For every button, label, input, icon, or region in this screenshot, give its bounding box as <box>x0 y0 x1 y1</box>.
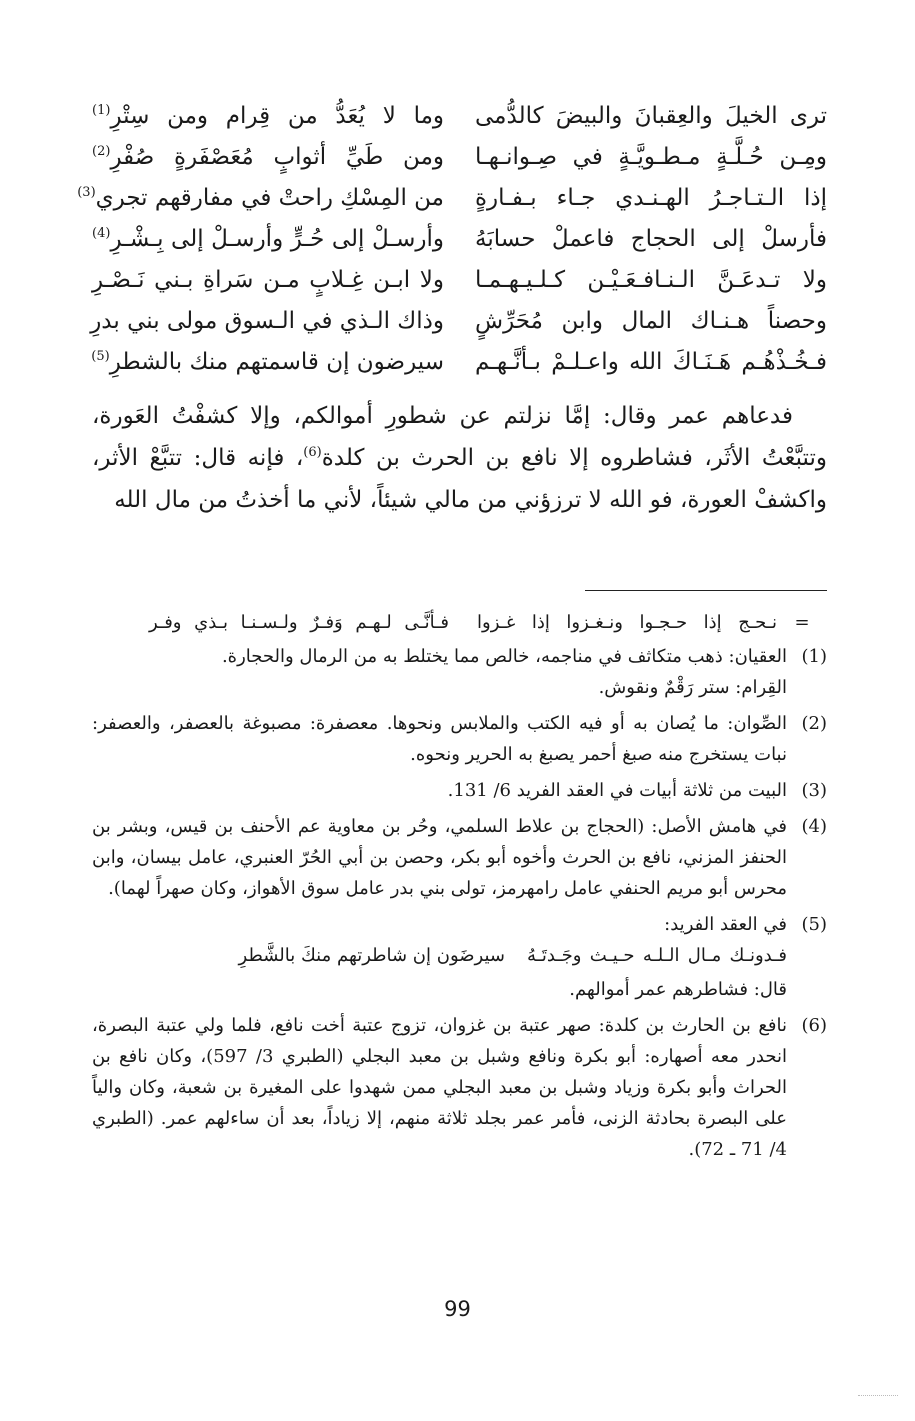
poem <box>77 96 827 383</box>
footnote-text: القِرام: ستر رَقْمٌ ونقوش. <box>598 677 787 698</box>
poem-verse <box>92 219 827 260</box>
footnote-verse-first-hemistich: فـدونـك مـال الـلـه حـيـث وجَـدتَـهُ <box>527 945 787 966</box>
body-paragraph <box>92 395 827 521</box>
continuation-first-hemistich: نـحـج إذا حـجـوا ونـغـزوا إذا غـزوا <box>477 612 777 633</box>
verse-first-hemistich: فـخُـذْهُـم هَـنَـاكَ الله واعـلـمْ بـأنَّـهـم <box>475 349 827 375</box>
footnote-number: (4) <box>801 816 827 837</box>
footnote-number: (2) <box>801 713 827 734</box>
verse-first-hemistich: وحصناً هـنـاك المال وابن مُحَرِّشٍ <box>475 308 827 334</box>
footnote-text: نافع بن الحارث بن كلدة: صهر عتبة بن غزوان، تزوج عتبة أخت نافع، فلما ولي عتبة البصرة، انحدر معه أصهاره: أبو بكرة ونافع وشبل بن معبد البجلي (الطبري 3/ 597)، وكان نافع بن الحراث وأبو بكرة وزياد وشبل بن معبد البجلي ممن شهدوا على المغيرة بن شعبة، وكان والياً على البصرة بحادثة الزنى، فأمر عمر بجلد ثلاثة منهم، إلا زياداً، بعد أن ساءلهم عمر. (الطبري 4/ 71 ـ 72). <box>92 1015 787 1160</box>
poem-verse <box>77 178 827 219</box>
poem-verse <box>92 301 827 342</box>
verse-second-hemistich: وأرسـلْ إلى حُـرٍّ وأرسـلْ إلى بِـشْـرِ$^{(4)}$ <box>92 226 444 252</box>
verse-second-hemistich: وما لا يُعَدُّ من قِرام ومن سِتْرِ$^{(1)}$ <box>92 103 444 129</box>
footnote-ref: (2) <box>92 144 111 159</box>
footnote-1 <box>92 641 827 703</box>
footnote-text: العقيان: ذهب متكاثف في مناجمه، خالص مما يختلط به من الرمال والحجارة. <box>221 646 787 667</box>
verse-second-hemistich: سيرضون إن قاسمتهم منك بالشطرِ$^{(5)}$ <box>91 349 444 375</box>
verse-first-hemistich: إذا الـتـاجـرُ الهـنـدي جـاء بـفـارةٍ <box>475 185 827 211</box>
continuation-mark: = <box>794 612 810 633</box>
verse-first-hemistich: ومِـن حُـلَّـةٍ مـطـويَّـةٍ في صِـوانـهـا <box>475 144 827 170</box>
verse-second-hemistich: وذاك الـذي في الـسوق مولى بني بدرِ <box>90 308 444 334</box>
footnote-ref: (5) <box>91 349 110 364</box>
footnote-text: الصِّوان: ما يُصان به أو فيه الكتب والملابس ونحوها. معصفرة: مصبوغة بالعصفر، والعصفر: نبات يستخرج منه صبغ أحمر يصبغ به الحرير ونحوه. <box>92 713 787 765</box>
verse-first-hemistich: ولا تـدعَـنَّ الـنـافـعَـيْـن كـلـيـهـمـا <box>475 267 827 293</box>
verse-second-hemistich: ولا ابـن غِـلابٍ مـن سَراةِ بـني نَـصْـرِ <box>92 267 444 293</box>
footnote-5 <box>92 909 827 1005</box>
footnote-2 <box>92 708 827 770</box>
footnote-verse-second-hemistich: سيرضَون إن شاطرتهم منكَ بالشَّطرِ <box>238 945 505 966</box>
footnote-text: في هامش الأصل: (الحجاج بن علاط السلمي، وحُر بن معاوية عم الأحنف بن قيس، وبشر بن الحنفز المزني، نافع بن الحرث وأخوه أبو بكر، وحصن بن أبي الحُرّ العنبري، عامل بيسان، وابن محرس أبو مريم الحنفي عامل رامهرمز، تولى بني بدر عامل سوق الأهواز، وكان صهراً لهما). <box>92 816 787 899</box>
verse-first-hemistich: ترى الخيلَ والعِقبانَ والبيضَ كالدُّمى <box>475 103 827 129</box>
page-number: 99 <box>444 1297 471 1321</box>
footnotes <box>92 607 827 1165</box>
footnote-3 <box>92 775 827 806</box>
footnote-verse <box>92 940 787 974</box>
poem-verse <box>92 260 827 301</box>
footnote-text: قال: فشاطرهم عمر أموالهم. <box>569 979 787 1000</box>
verse-second-hemistich: ومن طَيِّ أثوابٍ مُعَصْفَرةٍ صُفْرِ$^{(2)}$ <box>92 144 444 170</box>
footnote-6 <box>92 1010 827 1165</box>
continuation-second-hemistich: فـأنَّـى لـهـم وَفـرٌ ولـسـنـا بـذي وفـر <box>149 612 449 633</box>
footnote-ref: (4) <box>92 226 111 241</box>
footnote-4 <box>92 811 827 904</box>
poem-verse <box>92 96 827 137</box>
footnote-number: (3) <box>801 780 827 801</box>
footnote-text: البيت من ثلاثة أبيات في العقد الفريد 6/ 131. <box>447 780 787 801</box>
verse-first-hemistich: فأرسلْ إلى الحجاج فاعملْ حسابَهُ <box>475 226 827 252</box>
footnote-separator <box>585 590 827 591</box>
footnote-number: (5) <box>801 914 827 935</box>
scan-artifact <box>858 1395 898 1396</box>
footnote-continuation <box>92 607 827 641</box>
footnote-number: (1) <box>801 646 827 667</box>
footnote-ref: (6) <box>303 445 322 460</box>
footnote-ref: (3) <box>77 185 96 200</box>
footnote-text: في العقد الفريد: <box>664 914 787 935</box>
verse-second-hemistich: من المِسْكِ راحتْ في مفارقهم تجري$^{(3)}$ <box>77 185 444 211</box>
paragraph-text: فدعاهم عمر وقال: إمَّا نزلتم عن شطورِ أموالكم، وإلا كشفْتُ العَورة، وتتبَّعْتُ الأثَر، فشاطروه إلا نافع بن الحرث بن كلدة$^{(6)}$، فإنه قال: تتبَّعْ الأثر، واكشفْ العورة، فو الله لا ترزؤني من مالي شيئاً، لأني ما أخذتُ من مال الله <box>92 403 827 513</box>
poem-verse <box>92 342 827 383</box>
poem-verse <box>92 137 827 178</box>
footnote-number: (6) <box>801 1015 827 1036</box>
footnote-ref: (1) <box>92 103 111 118</box>
